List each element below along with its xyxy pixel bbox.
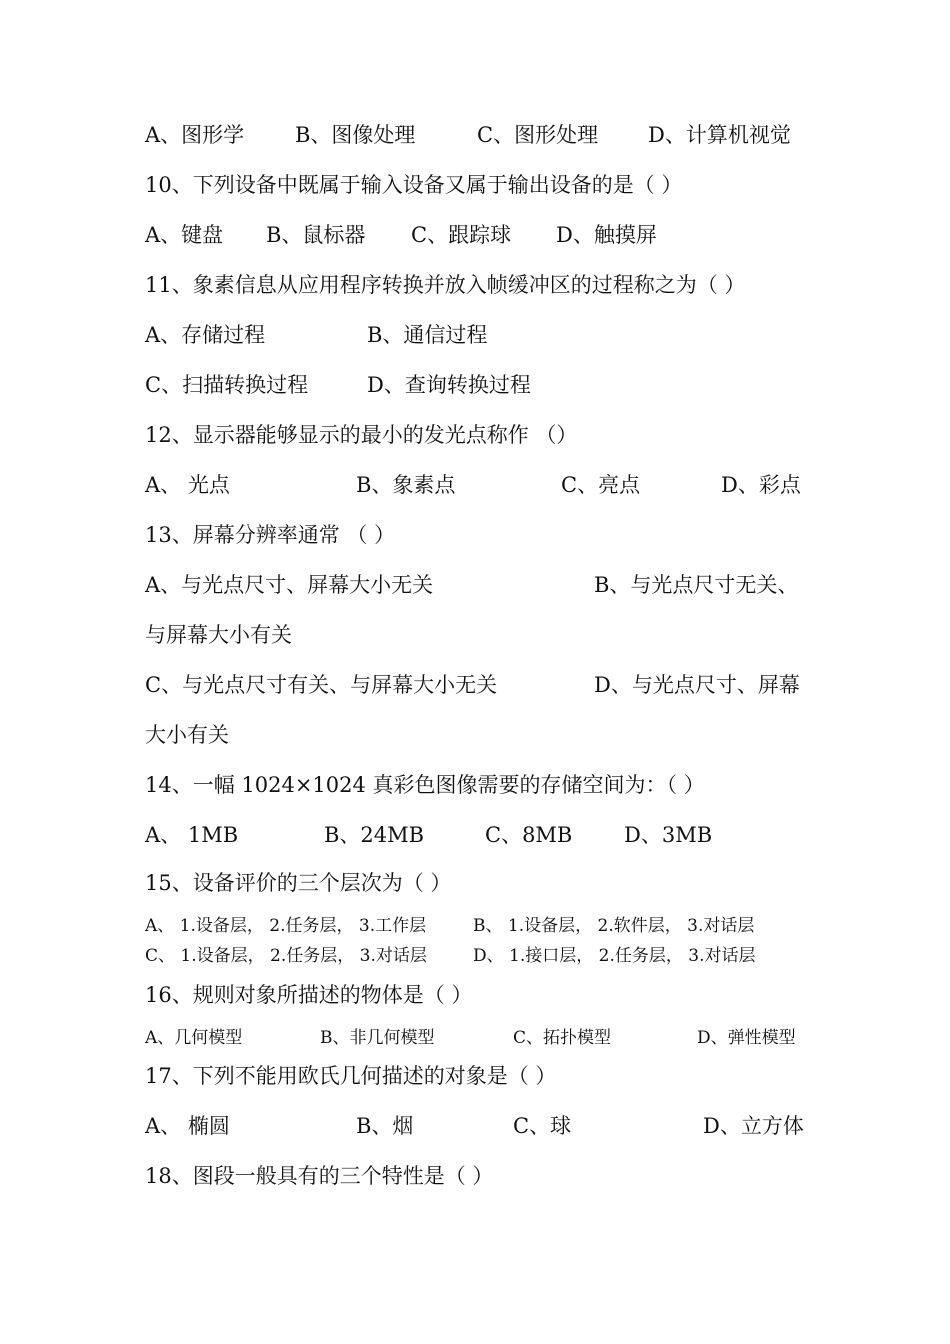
q16-option-d: D、弹性模型 xyxy=(697,1028,796,1048)
q16-option-a: A、几何模型 xyxy=(145,1028,243,1048)
q13-option-d-continued: 大小有关 xyxy=(145,723,229,747)
q15-option-d: D、 1.接口层， 2.任务层， 3.对话层 xyxy=(473,946,756,966)
q10-option-b: B、鼠标器 xyxy=(266,223,366,247)
q9-option-d: D、计算机视觉 xyxy=(648,123,791,147)
q11-option-c: C、扫描转换过程 xyxy=(145,373,309,397)
q13-option-c: C、与光点尺寸有关、与屏幕大小无关 xyxy=(145,673,498,697)
q17-option-b: B、烟 xyxy=(356,1114,414,1138)
q18-question: 18、图段一般具有的三个特性是（ ） xyxy=(145,1164,494,1188)
q16-option-c: C、拓扑模型 xyxy=(513,1028,612,1048)
q13-option-b: B、与光点尺寸无关、 xyxy=(594,573,799,597)
q12-option-c: C、亮点 xyxy=(561,473,641,497)
q15-option-a: A、 1.设备层， 2.任务层， 3.工作层 xyxy=(145,916,427,936)
q14-question: 14、一幅 1024×1024 真彩色图像需要的存储空间为：（ ） xyxy=(145,773,705,797)
q17-question: 17、下列不能用欧氏几何描述的对象是（ ） xyxy=(145,1064,557,1088)
q16-question: 16、规则对象所描述的物体是（ ） xyxy=(145,983,473,1007)
q13-option-a: A、与光点尺寸、屏幕大小无关 xyxy=(145,573,434,597)
q17-option-a: A、 椭圆 xyxy=(145,1114,230,1138)
q14-option-b: B、24MB xyxy=(324,823,425,847)
q11-option-a: A、存储过程 xyxy=(145,323,266,347)
q17-option-d: D、立方体 xyxy=(703,1114,804,1138)
q16-option-b: B、非几何模型 xyxy=(320,1028,435,1048)
q12-option-d: D、彩点 xyxy=(721,473,801,497)
q13-option-b-continued: 与屏幕大小有关 xyxy=(145,623,292,647)
q17-option-c: C、球 xyxy=(513,1114,572,1138)
q9-option-a: A、图形学 xyxy=(145,123,245,147)
q9-option-b: B、图像处理 xyxy=(295,123,416,147)
q14-option-a: A、 1MB xyxy=(145,823,239,847)
q12-option-a: A、 光点 xyxy=(145,473,230,497)
q15-option-c: C、 1.设备层， 2.任务层， 3.对话层 xyxy=(145,946,427,966)
q10-option-a: A、键盘 xyxy=(145,223,224,247)
q14-option-d: D、3MB xyxy=(624,823,713,847)
q10-question: 10、下列设备中既属于输入设备又属于输出设备的是（ ） xyxy=(145,173,683,197)
q13-option-d: D、与光点尺寸、屏幕 xyxy=(594,673,800,697)
q12-option-b: B、象素点 xyxy=(356,473,456,497)
q11-option-b: B、通信过程 xyxy=(367,323,488,347)
q10-option-c: C、跟踪球 xyxy=(411,223,512,247)
q10-option-d: D、触摸屏 xyxy=(556,223,657,247)
q9-option-c: C、图形处理 xyxy=(477,123,599,147)
q11-option-d: D、查询转换过程 xyxy=(367,373,531,397)
q13-question: 13、屏幕分辨率通常 （ ） xyxy=(145,523,396,547)
q15-option-b: B、 1.设备层， 2.软件层， 3.对话层 xyxy=(473,916,755,936)
q12-question: 12、显示器能够显示的最小的发光点称作 （） xyxy=(145,423,578,447)
q15-question: 15、设备评价的三个层次为（ ） xyxy=(145,871,452,895)
q11-question: 11、象素信息从应用程序转换并放入帧缓冲区的过程称之为（ ） xyxy=(145,273,746,297)
q14-option-c: C、8MB xyxy=(485,823,573,847)
